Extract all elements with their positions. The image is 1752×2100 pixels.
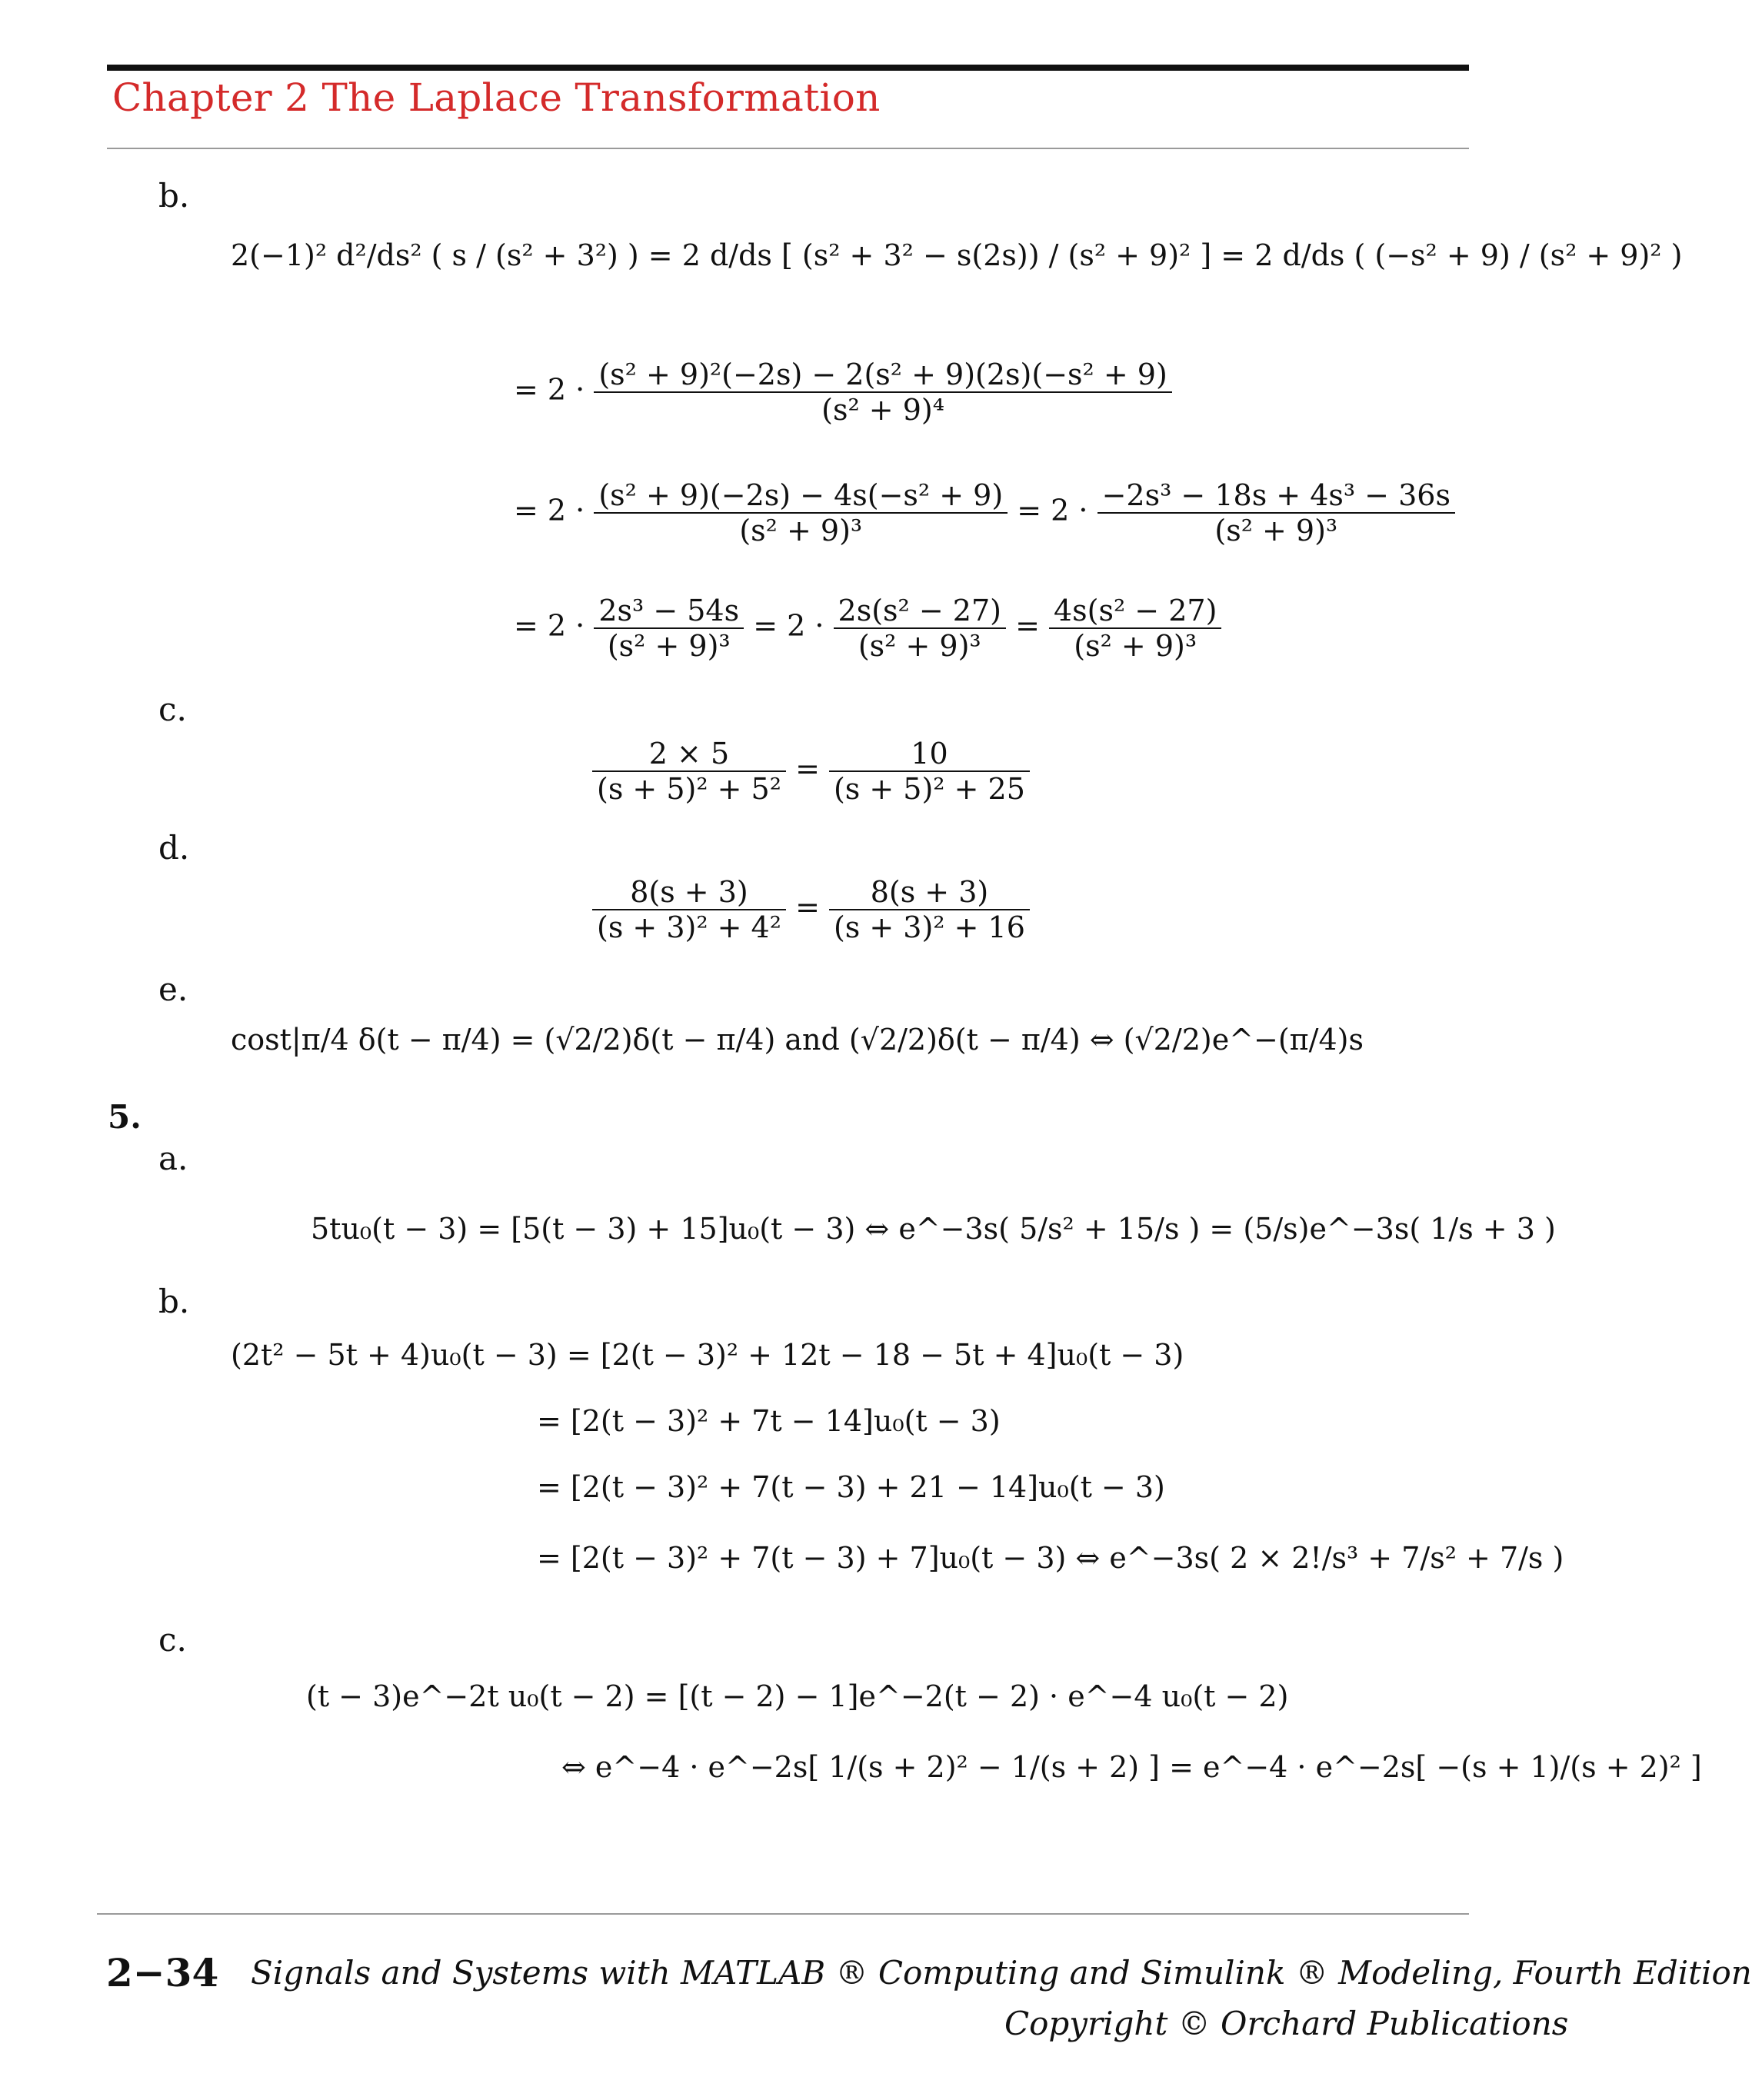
eq-5c-line1: (t − 3)e^−2t u₀(t − 2) = [(t − 2) − 1]e^−2(t − 2) · e^−4 u₀(t − 2) — [306, 1679, 1289, 1713]
eq-b-line4-num3: 4s(s² − 27) — [1049, 594, 1221, 629]
eq-d: $\frac{8(s + 3)}{\text{(s + 3)² + 4²}}$ = $\frac{8(s + 3)}{\text{(s + 3)² + 16}}$ — [592, 875, 1030, 944]
eq-e: cost|π/4 δ(t − π/4) = (√2/2)δ(t − π/4) and (√2/2)δ(t − π/4) ⇔ (√2/2)e^−(π/4)s — [231, 1023, 1364, 1057]
header-divider — [107, 148, 1469, 149]
eq-b-line2-num: (s² + 9)²(−2s) − 2(s² + 9)(2s)(−s² + 9) — [594, 358, 1171, 393]
eq-b-line4-frac2 — [834, 594, 1006, 663]
eq-b-line4-num1: 2s³ − 54s — [594, 594, 744, 629]
eq-c-frac1 — [592, 737, 786, 806]
eq-b-line3-num2: −2s³ − 18s + 4s³ − 36s — [1097, 478, 1455, 514]
eq-d-frac1 — [592, 875, 786, 944]
book-title: Signals and Systems with MATLAB ® Computing and Simulink ® Modeling, Fourth Edition — [251, 1954, 1752, 1992]
eq-b-line3-frac2 — [1097, 478, 1455, 547]
eq-b-line3-den1: (s² + 9)³ — [739, 514, 863, 547]
eq-c: $\frac{2 \times 5}{\text{(s + 5)² + 5²}}$ = $\frac{10}{\text{(s + 5)² + 25}}$ — [592, 737, 1030, 806]
eq-b-line2-frac — [594, 358, 1171, 427]
eq-c-num1: 2 × 5 — [592, 737, 786, 772]
part-5a-label: a. — [158, 1140, 188, 1177]
eq-d-den1: (s + 3)² + 4² — [597, 910, 781, 944]
eq-c-num2: 10 — [829, 737, 1030, 772]
part-c-label: c. — [158, 691, 187, 728]
eq-d-frac2 — [829, 875, 1030, 944]
eq-d-num2: 8(s + 3) — [829, 875, 1030, 910]
eq-b-line4-frac1 — [594, 594, 744, 663]
part-e-label: e. — [158, 970, 188, 1008]
part-d-label: d. — [158, 829, 190, 867]
eq-5b-line3: = [2(t − 3)² + 7(t − 3) + 21 − 14]u₀(t − 3) — [537, 1470, 1165, 1504]
eq-d-den2: (s + 3)² + 16 — [833, 910, 1025, 944]
eq-b-line1: 2(−1)² d²/ds² ( s / (s² + 3²) ) = 2 d/ds [ (s² + 3² − s(2s)) / (s² + 9)² ] = 2 d/ds ( (−s² + 9) / (s² + 9)² ) — [231, 238, 1683, 272]
part-5b-label: b. — [158, 1283, 190, 1320]
footer-rule — [97, 1913, 1469, 1915]
eq-b-line3-frac1 — [594, 478, 1008, 547]
eq-c-frac2 — [829, 737, 1030, 806]
eq-b-line3: = 2 · $\frac{\text{(s² + 9)(−2s) − 4s(−s² + 9)}}{\text{(s² + 9)³}}$ = 2 · $\frac{\text{−2s³ − 18s + 4s³ − 36s}}{\text{(s² + 9)³}}$ — [514, 478, 1455, 547]
eq-b-line4-den2: (s² + 9)³ — [858, 629, 981, 663]
eq-b-line4-num2: 2s(s² − 27) — [834, 594, 1006, 629]
eq-b-line4-frac3 — [1049, 594, 1221, 663]
eq-5b-line4: = [2(t − 3)² + 7(t − 3) + 7]u₀(t − 3) ⇔ e^−3s( 2 × 2!/s³ + 7/s² + 7/s ) — [537, 1541, 1564, 1575]
eq-5a: 5tu₀(t − 3) = [5(t − 3) + 15]u₀(t − 3) ⇔ e^−3s( 5/s² + 15/s ) = (5/s)e^−3s( 1/s + 3 ) — [311, 1212, 1556, 1246]
eq-b-line3-den2: (s² + 9)³ — [1214, 514, 1338, 547]
problem-5-label: 5. — [108, 1098, 142, 1136]
eq-b-line2-den: (s² + 9)⁴ — [821, 393, 944, 427]
eq-5b-line1: (2t² − 5t + 4)u₀(t − 3) = [2(t − 3)² + 12t − 18 − 5t + 4]u₀(t − 3) — [231, 1338, 1184, 1372]
chapter-title: Chapter 2 The Laplace Transformation — [112, 75, 881, 120]
eq-b-line4: = 2 · $\frac{\text{2s³ − 54s}}{\text{(s² + 9)³}}$ = 2 · $\frac{\text{2s(s² − 27)}}{\text{(s² + 9)³}}$ = $\frac{\text{4s(s² − 27)}}{\text{(s² + 9)³}}$ — [514, 594, 1221, 663]
page-number: 2−34 — [106, 1950, 219, 1995]
part-b-label: b. — [158, 177, 190, 215]
eq-5c-line2: ⇔ e^−4 · e^−2s[ 1/(s + 2)² − 1/(s + 2) ] = e^−4 · e^−2s[ −(s + 1)/(s + 2)² ] — [561, 1750, 1702, 1784]
eq-b-line2: = 2 · $\frac{\text{(s² + 9)²(−2s) − 2(s² + 9)(2s)(−s² + 9)}}{\text{(s² + 9)⁴}}$ — [514, 358, 1172, 427]
eq-5b-line2: = [2(t − 3)² + 7t − 14]u₀(t − 3) — [537, 1404, 1001, 1438]
eq-c-den1: (s + 5)² + 5² — [597, 772, 781, 806]
eq-b-line3-num1: (s² + 9)(−2s) − 4s(−s² + 9) — [594, 478, 1008, 514]
eq-c-den2: (s + 5)² + 25 — [833, 772, 1025, 806]
part-5c-label: c. — [158, 1621, 187, 1659]
header-rule — [107, 65, 1469, 71]
eq-b-line4-den1: (s² + 9)³ — [607, 629, 731, 663]
eq-b-line4-den3: (s² + 9)³ — [1074, 629, 1197, 663]
eq-d-num1: 8(s + 3) — [592, 875, 786, 910]
copyright-line: Copyright © Orchard Publications — [1004, 2005, 1569, 2042]
